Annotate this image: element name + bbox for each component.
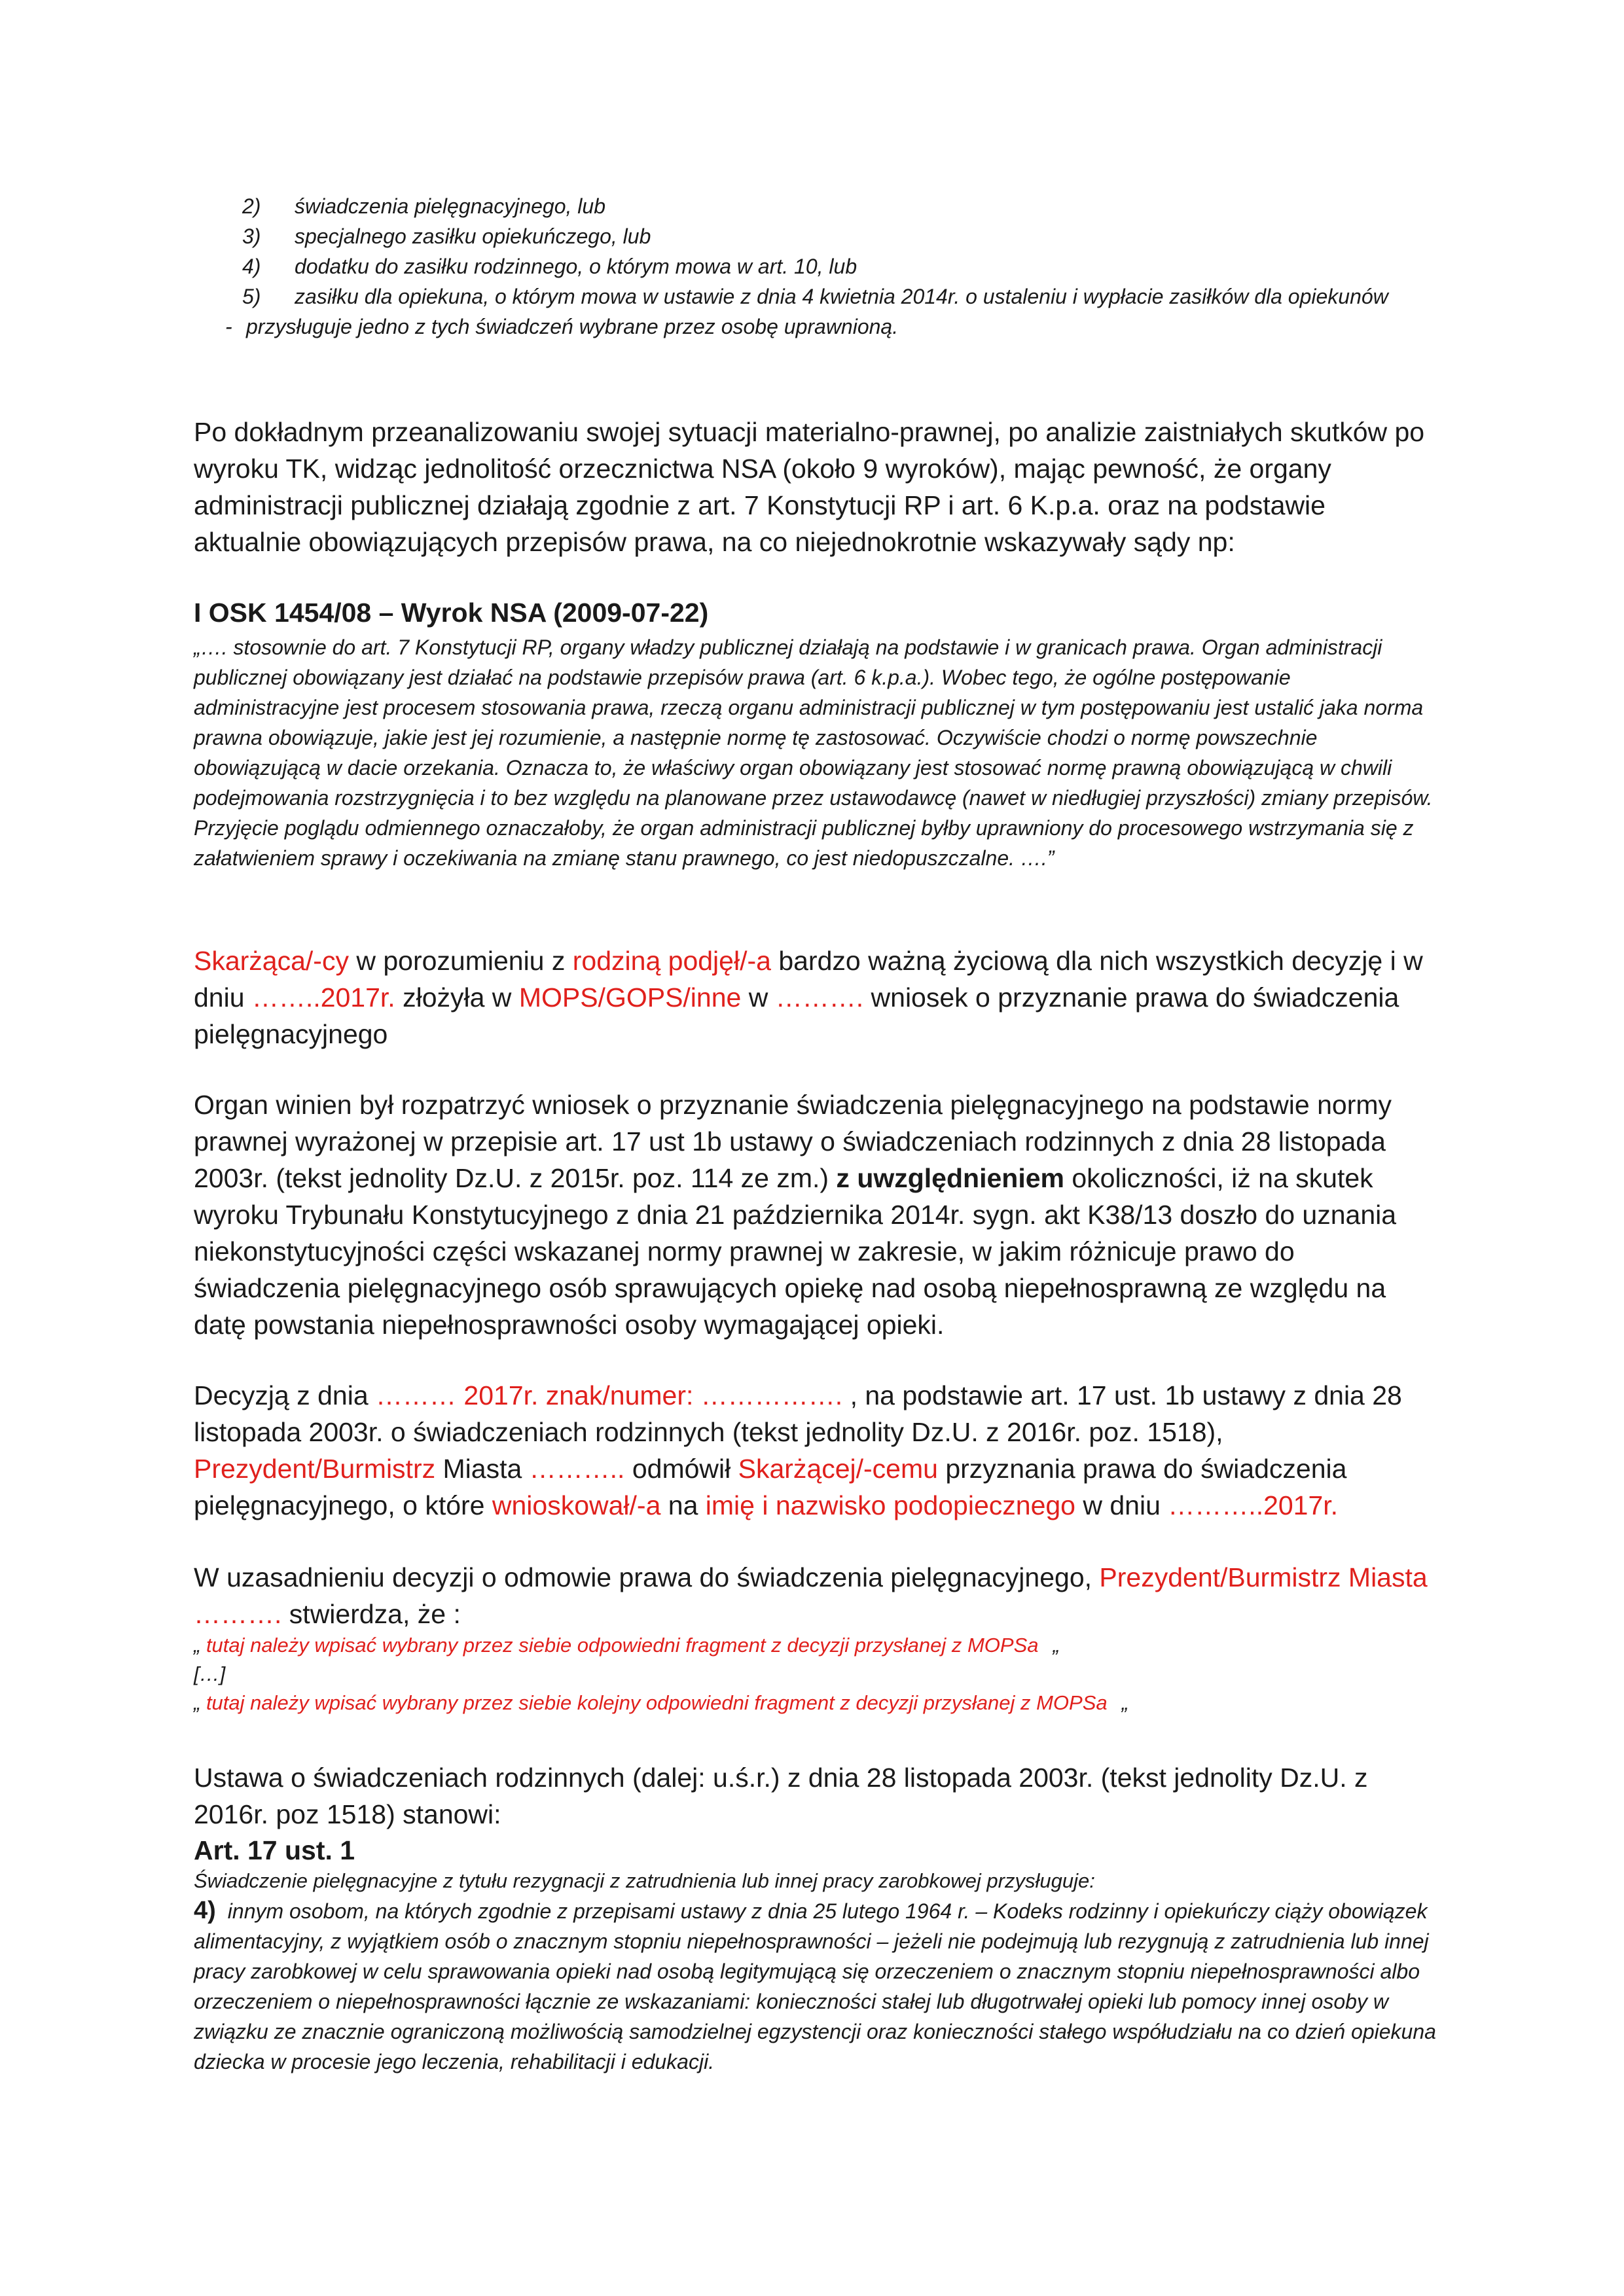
article-point [194,1895,1437,2077]
quote-mark: „ [1121,1691,1128,1714]
placeholder-decision-ref: ……… 2017r. znak/numer: ……………. [376,1380,843,1410]
intro-paragraph: Po dokładnym przeanalizowaniu swojej sytuacji materialno-prawnej, po analizie zaistniałych skutków po wyroku TK, widząc jednolitość orzecznictwa NSA (około 9 wyroków), mając pewność, że organy administracji publicznej działają zgodnie z art. 7 Konstytucji RP i art. 6 K.p.a. oraz na podstawie aktualnie obowiązujących przepisów prawa, na co niejednokrotnie wskazywały sądy np: [194,417,1425,557]
list-item-text: specjalnego zasiłku opiekuńczego, lub [295,224,651,248]
quote-instruction: tutaj należy wpisać wybrany przez siebie kolejny odpowiedni fragment z decyzji przysłanej z MOPSa [206,1691,1108,1714]
list-note-text: przysługuje jedno z tych świadczeń wybrane przez osobę uprawnioną. [246,315,899,338]
list-item-number: 5) [242,285,261,308]
text-span: Decyzją z dnia [194,1380,376,1410]
ruling-heading: I OSK 1454/08 – Wyrok NSA (2009-07-22) [194,598,709,628]
placeholder-date: ………..2017r. [1168,1490,1339,1520]
quote-placeholder-1 [194,1631,1437,1660]
text-span: W uzasadnieniu decyzji o odmowie prawa do świadczenia pielęgnacyjnego, [194,1562,1100,1592]
list-item-text: zasiłku dla opiekuna, o którym mowa w ustawie z dnia 4 kwietnia 2014r. o ustaleniu i wypłacie zasiłków dla opiekunów [295,285,1388,308]
article-point-text: innym osobom, na których zgodnie z przepisami ustawy z dnia 25 lutego 1964 r. – Kodeks rodzinny i opiekuńczy ciąży obowiązek alimentacyjny, z wyjątkiem osób o znacznym stopniu niepełnosprawności – jeżeli nie podejmują lub rezygnują z zatrudnienia lub innej pracy zarobkowej w celu sprawowania opieki nad osobą legitymującą się orzeczeniem o znacznym stopniu niepełnosprawności albo orzeczeniem o niepełnosprawności łącznie ze wskazaniami: konieczności stałej lub długotrwałej opieki lub pomocy innej osoby w związku ze znacznie ograniczoną możliwością samodzielnej egzystencji oraz konieczności stałego współudziału na co dzień opiekuna dziecka w procesie jego leczenia, rehabilitacji i edukacji. [194,1899,1436,2073]
list-item [242,251,1447,281]
text-span: Miasta [435,1454,530,1484]
placeholder-complainant: Skarżąca/-cy [194,946,349,976]
decision-paragraph [194,1377,1437,1524]
text-span: bardzo ważną życiową dla nich wszystkich decyzję i w dniu [194,946,1423,1013]
list-item-number: 2) [242,194,261,218]
text-span: odmówił [624,1454,738,1484]
text-span: okoliczności, iż na skutek wyroku Trybunału Konstytucyjnego z dnia 21 października 2014r. sygn. akt K38/13 doszło do uznania niekonstytucyjności części wskazanej normy prawnej w zakresie, w jakim różnicuje prawo do świadczenia pielęgnacyjnego osób sprawujących opiekę nad osobą niepełnosprawną ze względu na datę powstania niepełnosprawności osoby wymagającej opieki. [194,1163,1397,1340]
quote-mark: „ [194,1634,206,1657]
text-span: w dniu [1075,1490,1168,1520]
list-item-text: świadczenia pielęgnacyjnego, lub [295,194,605,218]
text-span: przyznania prawa do świadczenia pielęgnacyjnego, o które [194,1454,1347,1520]
text-span: złożyła w [395,982,519,1013]
placeholder-complainant: Skarżącej/-cemu [738,1454,938,1484]
emphasis-text: z uwzględnieniem [836,1163,1064,1193]
list-item-number: 4) [242,255,261,278]
placeholder-family: rodziną podjęł/-a [572,946,771,976]
article-intro: Świadczenie pielęgnacyjne z tytułu rezygnacji z zatrudnienia lub innej pracy zarobkowej przysługuje: [194,1869,1095,1892]
placeholder-city: ……….. [529,1454,625,1484]
list-item-number: 3) [242,224,261,248]
list-note [225,312,1447,342]
application-paragraph [194,942,1437,1052]
text-span: w [741,982,776,1013]
legal-basis-paragraph [194,1086,1437,1343]
quote-mark: „ [1053,1634,1060,1657]
statute-paragraph: Ustawa o świadczeniach rodzinnych (dalej: u.ś.r.) z dnia 28 listopada 2003r. (tekst jednolity Dz.U. z 2016r. poz 1518) stanowi: [194,1763,1368,1829]
placeholder-ward-name: imię i nazwisko podopiecznego [705,1490,1075,1520]
placeholder-place: ………. [775,982,864,1013]
justification-paragraph [194,1559,1437,1632]
article-point-number: 4) [194,1897,216,1924]
list-note-dash: - [225,315,232,338]
text-span: w porozumieniu z [348,946,573,976]
quote-instruction: tutaj należy wpisać wybrany przez siebie odpowiedni fragment z decyzji przysłanej z MOPSa [206,1634,1039,1657]
list-item-text: dodatku do zasiłku rodzinnego, o którym mowa w art. 10, lub [295,255,857,278]
text-span: , na podstawie art. 17 ust. 1b ustawy z dnia 28 listopada 2003r. o świadczeniach rodzinnych (tekst jednolity Dz.U. z 2016r. poz. 1518), [194,1380,1402,1447]
placeholder-authority: Prezydent/Burmistrz Miasta ………. [194,1562,1428,1629]
text-span: wniosek o przyznanie prawa do świadczenia pielęgnacyjnego [194,982,1399,1049]
quote-placeholder-2 [194,1689,1437,1717]
list-item [242,281,1447,312]
text-span: Organ winien był rozpatrzyć wniosek o przyznanie świadczenia pielęgnacyjnego na podstawie normy prawnej wyrażonej w przepisie art. 17 ust 1b ustawy o świadczeniach rodzinnych z dnia 28 listopada 2003r. (tekst jednolity Dz.U. z 2015r. poz. 114 ze zm.) [194,1090,1392,1193]
placeholder-authority: Prezydent/Burmistrz [194,1454,436,1484]
text-span: na [660,1490,706,1520]
placeholder-office: MOPS/GOPS/inne [518,982,742,1013]
article-heading: Art. 17 ust. 1 [194,1835,355,1865]
list-item [242,191,1447,221]
text-span: stwierdza, że : [281,1599,461,1629]
placeholder-applicant: wnioskował/-a [492,1490,661,1520]
benefits-list [225,191,1447,342]
quote-ellipsis: […] [194,1662,226,1685]
placeholder-date: ……..2017r. [251,982,395,1013]
quote-mark: „ [194,1691,206,1714]
list-item [242,221,1447,251]
ruling-quote: „…. stosownie do art. 7 Konstytucji RP, organy władzy publicznej działają na podstawie i w granicach prawa. Organ administracji publicznej obowiązany jest działać na podstawie przepisów prawa (art. 6 k.p.a.). Wobec tego, że ogólne postępowanie administracyjne jest procesem stosowania prawa, rzeczą organu administracji publicznej w tym postępowaniu jest ustalić jaka norma prawna obowiązuje, jakie jest jej rozumienie, a następnie normę tę zastosować. Oczywiście chodzi o normę powszechnie obowiązującą w dacie orzekania. Oznacza to, że właściwy organ obowiązany jest stosować normę prawną obowiązującą w chwili podejmowania rozstrzygnięcia i to bez względu na planowane przez ustawodawcę (nawet w niedługiej przyszłości) zmiany przepisów. Przyjęcie poglądu odmiennego oznaczałoby, że organ administracji publicznej byłby uprawniony do procesowego wstrzymania się z załatwieniem sprawy i oczekiwania na zmianę stanu prawnego, co jest niedopuszczalne. ….” [194,636,1433,870]
